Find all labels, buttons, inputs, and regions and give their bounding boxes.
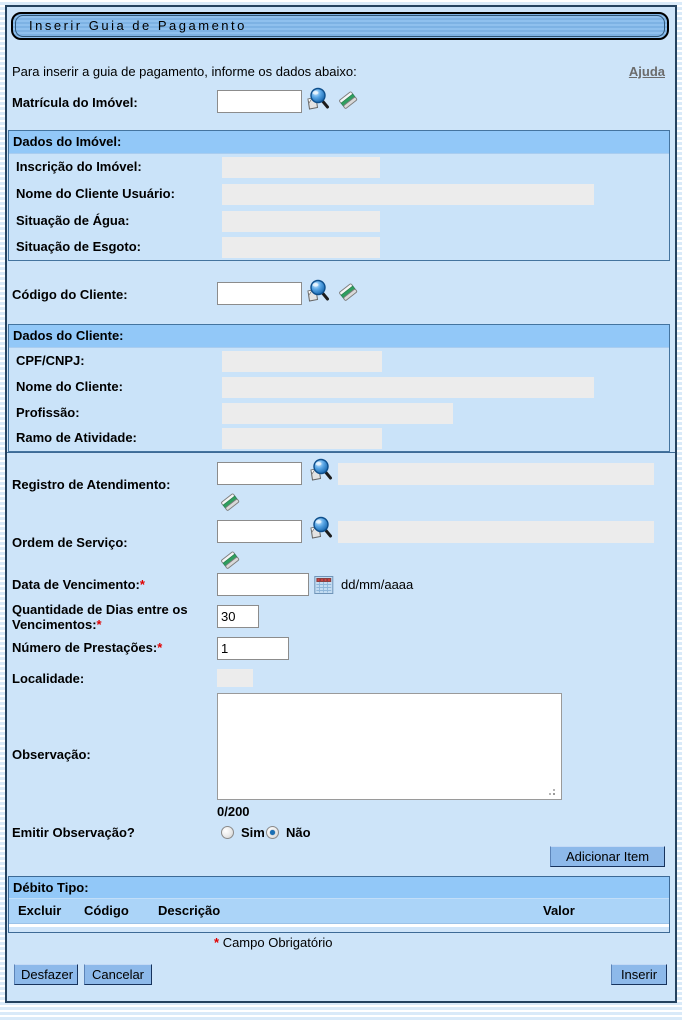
desfazer-button[interactable]: Desfazer (14, 964, 78, 985)
nome-cliente-value-field (222, 377, 594, 398)
textarea-resize-handle[interactable] (553, 793, 555, 795)
debito-empty-body (9, 923, 669, 932)
registro-label: Registro de Atendimento: (12, 477, 171, 492)
cancelar-button[interactable]: Cancelar (84, 964, 152, 985)
col-excluir: Excluir (18, 903, 62, 918)
ordem-input[interactable] (217, 520, 302, 543)
emitir-sim-radio[interactable] (221, 826, 234, 839)
imovel-section (8, 130, 670, 261)
data-vencimento-label: Data de Vencimento:* (12, 577, 145, 592)
cpf-value-field (222, 351, 382, 372)
intro-text: Para inserir a guia de pagamento, informe os dados abaixo: (12, 64, 357, 79)
debito-tipo-table (8, 876, 670, 933)
situacao-agua-label: Situação de Água: (16, 213, 130, 228)
col-codigo: Código (84, 903, 129, 918)
debito-tipo-header: Débito Tipo: (9, 877, 669, 898)
observacao-label: Observação: (12, 747, 91, 762)
page-title-bar (11, 12, 669, 40)
emitir-observacao-label: Emitir Observação? (12, 825, 135, 840)
col-descricao: Descrição (158, 903, 221, 918)
prestacoes-input[interactable] (217, 637, 289, 660)
imovel-section-header: Dados do Imóvel: (9, 131, 669, 154)
emitir-nao-radio[interactable] (266, 826, 279, 839)
calendar-icon[interactable] (314, 575, 334, 595)
nome-cliente-label: Nome do Cliente: (16, 379, 123, 394)
required-marker: * (139, 577, 145, 592)
quantidade-dias-label: Quantidade de Dias entre os Vencimentos:* (12, 602, 188, 632)
ordem-value-field (338, 521, 654, 543)
emitir-sim-label: Sim (241, 825, 265, 840)
search-ordem-icon[interactable] (307, 515, 333, 541)
eraser-ordem-icon[interactable] (218, 548, 242, 572)
form-panel (5, 5, 677, 1003)
search-cliente-icon[interactable] (304, 278, 330, 304)
eraser-imovel-icon[interactable] (336, 88, 360, 112)
nome-usuario-value-field (222, 184, 594, 205)
search-registro-icon[interactable] (307, 457, 333, 483)
ordem-label: Ordem de Serviço: (12, 535, 128, 550)
localidade-value-field (217, 669, 253, 687)
required-marker: * (96, 617, 102, 632)
col-valor: Valor (543, 903, 575, 918)
situacao-esgoto-label: Situação de Esgoto: (16, 239, 141, 254)
cliente-section (8, 324, 670, 452)
codigo-cliente-input[interactable] (217, 282, 302, 305)
situacao-esgoto-value-field (222, 237, 380, 258)
observacao-textarea[interactable] (217, 693, 562, 800)
date-format-hint: dd/mm/aaaa (341, 577, 414, 592)
profissao-label: Profissão: (16, 405, 80, 420)
section-divider (7, 452, 675, 453)
ramo-atividade-value-field (222, 428, 382, 449)
eraser-registro-icon[interactable] (218, 490, 242, 514)
required-marker: * (157, 640, 163, 655)
data-vencimento-input[interactable] (217, 573, 309, 596)
adicionar-item-button[interactable]: Adicionar Item (550, 846, 665, 867)
ramo-atividade-label: Ramo de Atividade: (16, 430, 137, 445)
codigo-cliente-label: Código do Cliente: (12, 287, 128, 302)
prestacoes-label: Número de Prestações:* (12, 640, 163, 655)
observacao-counter: 0/200 (217, 804, 250, 819)
debito-columns-row (9, 898, 669, 923)
matricula-input[interactable] (217, 90, 302, 113)
cpf-label: CPF/CNPJ: (16, 353, 85, 368)
search-imovel-icon[interactable] (304, 86, 330, 112)
page-title: Inserir Guia de Pagamento (29, 18, 247, 33)
registro-input[interactable] (217, 462, 302, 485)
matricula-label: Matrícula do Imóvel: (12, 95, 138, 110)
situacao-agua-value-field (222, 211, 380, 232)
inscricao-label: Inscrição do Imóvel: (16, 159, 142, 174)
cliente-section-header: Dados do Cliente: (9, 325, 669, 348)
profissao-value-field (222, 403, 453, 424)
help-link[interactable]: Ajuda (628, 64, 665, 79)
required-footnote: * Campo Obrigatório (214, 935, 333, 950)
registro-value-field (338, 463, 654, 485)
nome-usuario-label: Nome do Cliente Usuário: (16, 186, 175, 201)
inserir-button[interactable]: Inserir (611, 964, 667, 985)
eraser-cliente-icon[interactable] (336, 280, 360, 304)
emitir-nao-label: Não (286, 825, 311, 840)
localidade-label: Localidade: (12, 671, 85, 686)
quantidade-dias-input[interactable] (217, 605, 259, 628)
inscricao-value-field (222, 157, 380, 178)
